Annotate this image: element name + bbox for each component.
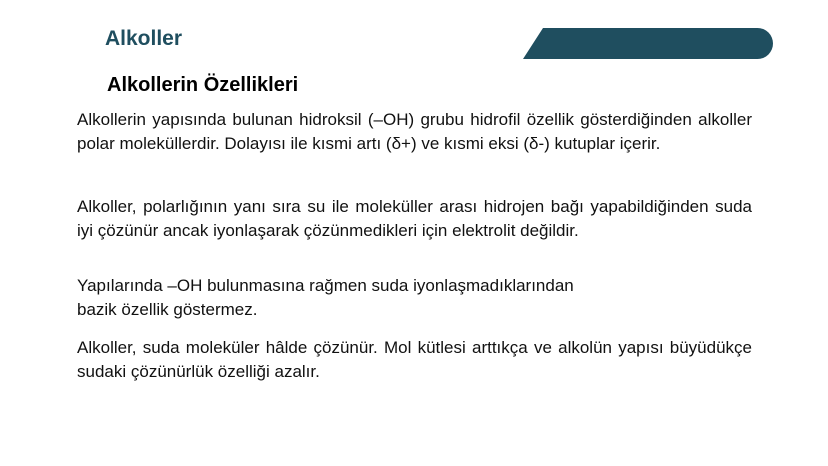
section-title: Alkollerin Özellikleri — [107, 74, 299, 96]
paragraph-basicity-line-1: Yapılarında –OH bulunmasına rağmen suda iyonlaşmadıklarından — [77, 276, 574, 295]
slide-title: Alkoller — [105, 27, 183, 50]
header-accent-bar — [523, 28, 773, 59]
paragraph-molecular-mass: Alkoller, suda moleküler hâlde çözünür. Mol kütlesi arttıkça ve alkolün yapısı büyüdükçe sudaki çözünürlük özelliği azalır. — [77, 338, 752, 381]
paragraph-solubility: Alkoller, polarlığının yanı sıra su ile moleküller arası hidrojen bağı yapabildiğinden suda iyi çözünür ancak iyonlaşarak çözünmedikleri için elektrolit değildir. — [77, 197, 752, 240]
paragraph-basicity — [77, 274, 717, 322]
paragraph-basicity-line-2: bazik özellik göstermez. — [77, 300, 258, 319]
paragraph-polarity: Alkollerin yapısında bulunan hidroksil (–OH) grubu hidrofil özellik gösterdiğinden alkoller polar moleküllerdir. Dolayısı ile kısmi artı (δ+) ve kısmi eksi (δ-) kutuplar içerir. — [77, 110, 752, 153]
